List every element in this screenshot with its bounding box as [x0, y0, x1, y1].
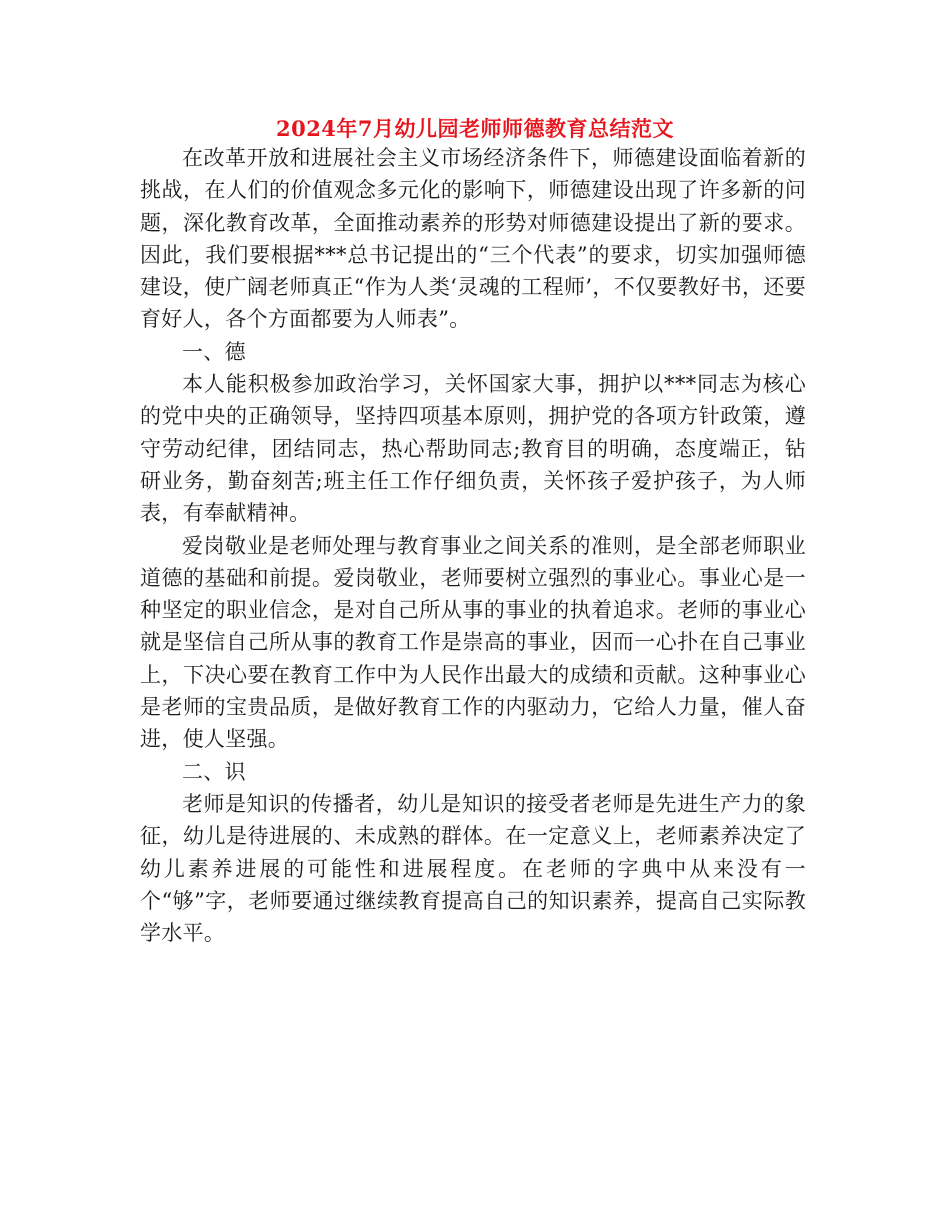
virtue-paragraph-1: 本人能积极参加政治学习，关怀国家大事，拥护以***同志为核心的党中央的正确领导，坚持四项基本原则，拥护党的各项方针政策，遵守劳动纪律，团结同志，热心帮助同志;教育目的明确，态度端正，钻研业务，勤奋刻苦;班主任工作仔细负责，关怀孩子爱护孩子，为人师表，有奉献精神。 [140, 372, 806, 526]
knowledge-paragraph-1: 老师是知识的传播者，幼儿是知识的接受者老师是先进生产力的象征，幼儿是待进展的、未成熟的群体。在一定意义上，老师素养决定了幼儿素养进展的可能性和进展程度。在老师的字典中从来没有一个“够”字，老师要通过继续教育提高自己的知识素养，提高自己实际教学水平。 [140, 791, 806, 946]
section-heading-knowledge: 二、识 [182, 759, 246, 784]
intro-paragraph: 在改革开放和进展社会主义市场经济条件下，师德建设面临着新的挑战，在人们的价值观念多元化的影响下，师德建设出现了许多新的问题，深化教育改革，全面推动素养的形势对师德建设提出了新的要求。因此，我们要根据***总书记提出的“三个代表”的要求，切实加强师德建设，使广阔老师真正“作为人类‘灵魂的工程师’，不仅要教好书，还要育好人，各个方面都要为人师表”。 [140, 146, 806, 332]
virtue-paragraph-2: 爱岗敬业是老师处理与教育事业之间关系的准则，是全部老师职业道德的基础和前提。爱岗敬业，老师要树立强烈的事业心。事业心是一种坚定的职业信念，是对自己所从事的事业的执着追求。老师的事业心就是坚信自己所从事的教育工作是崇高的事业，因而一心扑在自己事业上，下决心要在教育工作中为人民作出最大的成绩和贡献。这种事业心是老师的宝贵品质，是做好教育工作的内驱动力，它给人力量，催人奋进，使人坚强。 [140, 533, 806, 752]
document-title: 2024年7月幼儿园老师师德教育总结范文 [275, 116, 675, 141]
section-heading-virtue: 一、德 [182, 339, 246, 364]
document-body [140, 142, 806, 949]
